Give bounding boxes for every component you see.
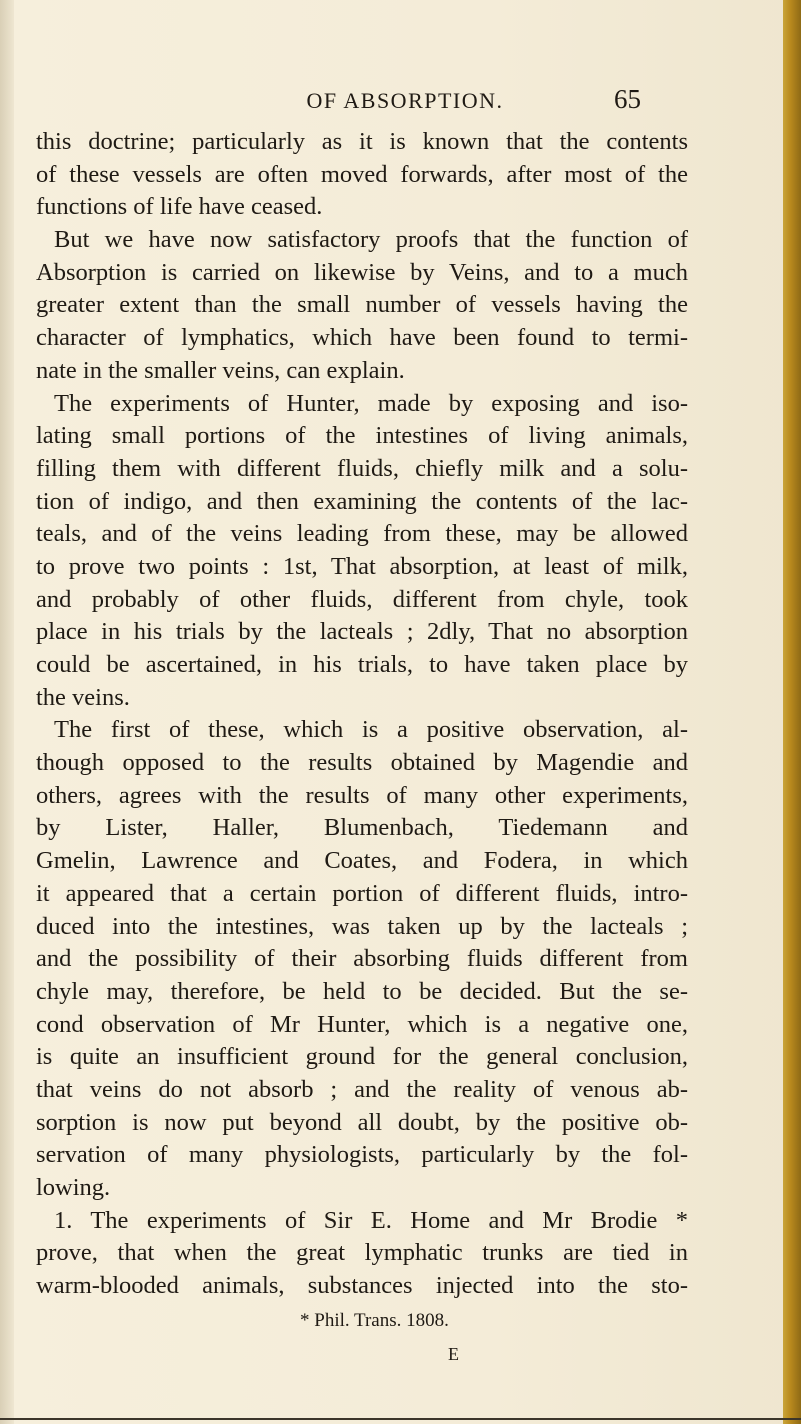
text-line: functions of life have ceased. xyxy=(36,193,323,221)
text-line: by Lister, Haller, Blumenbach, Tiedemann and xyxy=(36,814,688,842)
text-line: 1. The experiments of Sir E. Home and Mr Brodie * xyxy=(54,1206,688,1234)
gilt-page-edge xyxy=(783,0,801,1424)
text-line: place in his trials by the lacteals ; 2dly, That no absorption xyxy=(36,618,688,646)
body-text xyxy=(36,126,688,1303)
text-line: servation of many physiologists, particularly by the fol- xyxy=(36,1141,688,1169)
text-line: warm-blooded animals, substances injected into the sto- xyxy=(36,1272,688,1300)
text-line: others, agrees with the results of many other experiments, xyxy=(36,781,688,809)
text-line: the veins. xyxy=(36,683,130,711)
text-line: is quite an insufficient ground for the general conclusion, xyxy=(36,1043,688,1071)
text-line: But we have now satisfactory proofs that the function of xyxy=(54,226,688,254)
text-line: lowing. xyxy=(36,1174,111,1201)
text-line: it appeared that a certain portion of different fluids, intro- xyxy=(36,879,688,907)
text-line: filling them with different fluids, chiefly milk and a solu- xyxy=(36,454,688,482)
text-line: Absorption is carried on likewise by Veins, and to a much xyxy=(36,258,688,286)
text-line: Gmelin, Lawrence and Coates, and Fodera, in which xyxy=(36,847,688,875)
text-line: tion of indigo, and then examining the contents of the lac- xyxy=(36,487,688,515)
text-line: sorption is now put beyond all doubt, by the positive ob- xyxy=(36,1108,688,1136)
text-line: lating small portions of the intestines of living animals, xyxy=(36,422,688,450)
text-line: chyle may, therefore, be held to be decided. But the se- xyxy=(36,977,688,1005)
text-line: character of lymphatics, which have been found to termi- xyxy=(36,324,688,352)
text-line: The experiments of Hunter, made by exposing and iso- xyxy=(54,389,688,417)
text-line: of these vessels are often moved forwards, after most of the xyxy=(36,160,688,188)
running-head xyxy=(0,84,801,118)
text-line: greater extent than the small number of vessels having the xyxy=(36,291,688,319)
text-line: The first of these, which is a positive observation, al- xyxy=(54,716,688,744)
text-line: and probably of other fluids, different from chyle, took xyxy=(36,585,688,613)
text-line: that veins do not absorb ; and the reality of venous ab- xyxy=(36,1075,688,1103)
text-line: teals, and of the veins leading from these, may be allowed xyxy=(36,520,688,548)
running-title: OF ABSORPTION. xyxy=(306,88,504,113)
page-bottom-edge xyxy=(0,1418,801,1420)
text-line: could be ascertained, in his trials, to have taken place by xyxy=(36,651,688,678)
text-line: and the possibility of their absorbing fluids different from xyxy=(36,945,688,973)
signature-mark: E xyxy=(448,1344,459,1364)
page-gutter xyxy=(0,0,14,1424)
text-line: prove, that when the great lymphatic trunks are tied in xyxy=(36,1239,688,1267)
page-number: 65 xyxy=(614,84,641,114)
footnote: * Phil. Trans. 1808. xyxy=(300,1310,449,1331)
text-line: this doctrine; particularly as it is known that the contents xyxy=(36,128,688,155)
text-line: though opposed to the results obtained by Magendie and xyxy=(36,749,688,777)
text-line: duced into the intestines, was taken up by the lacteals ; xyxy=(36,912,688,940)
text-line: cond observation of Mr Hunter, which is a negative one, xyxy=(36,1010,688,1038)
text-line: nate in the smaller veins, can explain. xyxy=(36,356,405,384)
text-line: to prove two points : 1st, That absorption, at least of milk, xyxy=(36,552,688,580)
